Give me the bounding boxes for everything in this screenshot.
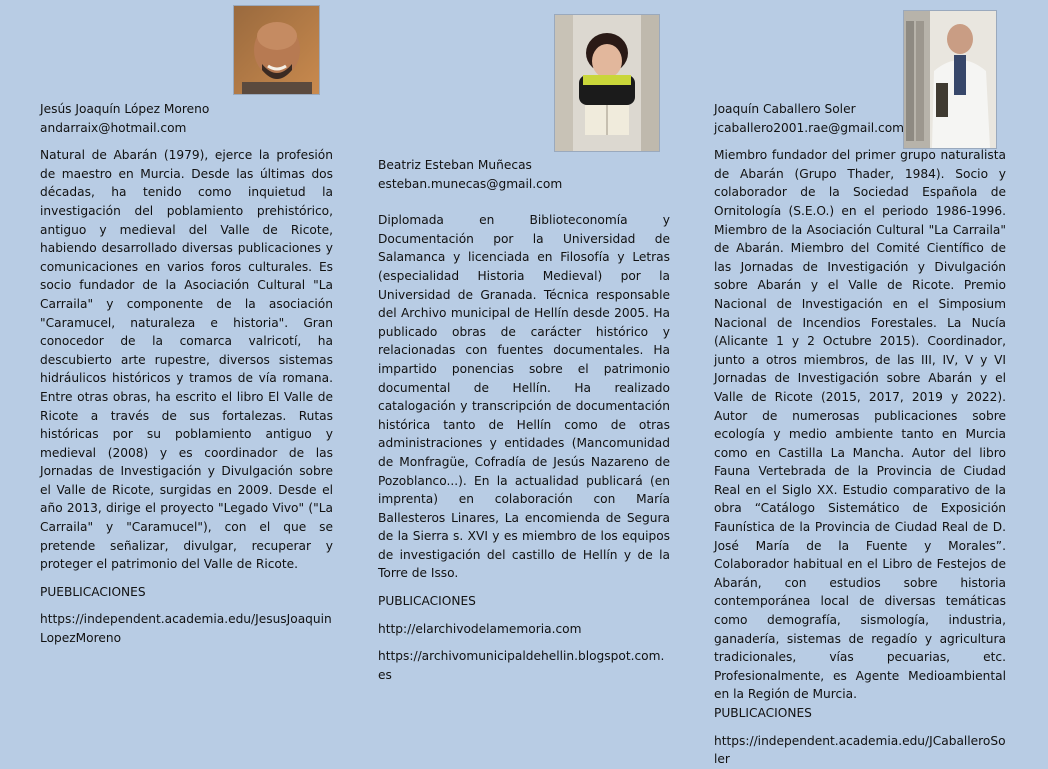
- author-3-email: jcaballero2001.rae@gmail.com: [714, 120, 905, 135]
- author-2-link-2[interactable]: https://archivomunicipaldehellin.blogspot.com.es: [378, 649, 665, 682]
- author-1-bio: Natural de Abarán (1979), ejerce la profesión de maestro en Murcia. Desde las últimas dos décadas, ha tenido como inquietud la investigación del poblamiento prehistórico, antiguo y medieval del Valle de Ricote, habiendo desarrollado diversas publicaciones y comunicaciones en varios foros culturales. Es socio fundador de la Asociación Cultural "La Carraila" y componente de la asociación "Caramucel, naturaleza e historia". Gran conocedor de la comarca valricotí, ha descubierto arte rupestre, diversos sistemas hidráulicos históricos y tramos de vía romana. Entre otras obras, ha escrito el libro El Valle de Ricote a través de sus fortalezas. Rutas históricas por su poblamiento antiguo y medieval (2008) y es coordinador de las Jornadas de Investigación y Divulgación sobre el Valle de Ricote, surgidas en 2009. Desde el año 2013, dirige el proyecto "Legado Vivo" ("La Carraila" y "Caramucel"), con el que se pretende señalizar, divulgar, recuperar y proteger el patrimonio del Valle de Ricote.: [40, 148, 333, 572]
- author-1-link-1[interactable]: https://independent.academia.edu/JesusJoaquinLopezMoreno: [40, 612, 332, 646]
- author-3-publications-heading: PUBLICACIONES: [714, 706, 812, 720]
- author-3-name: Joaquín Caballero Soler: [714, 102, 856, 116]
- author-1-email: andarraix@hotmail.com: [40, 120, 187, 135]
- portrait-photo-woman-with-book-icon: [555, 15, 659, 151]
- author-2-column: [378, 156, 670, 684]
- portrait-photo-man-bald-icon: [234, 6, 319, 94]
- author-3-bio: Miembro fundador del primer grupo naturalista de Abarán (Grupo Thader, 1984). Socio y colaborador de la Sociedad Española de Ornitología (S.E.O.) en el periodo 1986-1996. Miembro de la Asociación Cultural "La Carraila" de Abarán. Miembro del Comité Científico de las Jornadas de Investigación y Divulgación sobre Abarán y el Valle de Ricote. Premio Nacional de Investigación en el Simposium Nacional de Incendios Forestales. La Nucía (Alicante 1 y 2 Octubre 2015). Coordinador, junto a otros miembros, de las III, IV, V y VI Jornadas de Investigación sobre Abarán y el Valle de Ricote (2015, 2017, 2019 y 2022). Autor de numerosas publicaciones sobre ecología y medio ambiente tanto en Murcia como en Castilla La Mancha. Autor del libro Fauna Vertebrada de la Provincia de Ciudad Real en el Siglo XX. Estudio comparativo de la obra “Catálogo Sistemático de Exposición Faunística de la Provincia de Ciudad Real de D. José María de la Fuente y Morales”. Colaborador habitual en el Libro de Festejos de Abarán, con estudios sobre historia contemporánea local de diversas temáticas como demografía, sismología, industria, ganadería, sistemas de regadío y agricultura tradicionales, vías pecuarias, etc. Profesionalmente, es Agente Medioambiental en la Región de Murcia.: [714, 148, 1006, 702]
- author-1-photo: [233, 5, 320, 95]
- author-3-link-1[interactable]: https://independent.academia.edu/JCaballeroSoler: [714, 733, 1006, 767]
- author-2-publications-heading: PUBLICACIONES: [378, 594, 476, 609]
- author-3-column: [714, 100, 1006, 769]
- author-2-photo: [554, 14, 660, 152]
- author-1-publications-heading: PUEBLICACIONES: [40, 584, 146, 599]
- author-2-email: esteban.munecas@gmail.com: [378, 176, 563, 191]
- author-1-name: Jesús Joaquín López Moreno: [40, 102, 210, 116]
- author-2-bio: Diplomada en Biblioteconomía y Documentación por la Universidad de Salamanca y licenciada en Filosofía y Letras (especialidad Historia Medieval) por la Universidad de Granada. Técnica responsable del Archivo municipal de Hellín desde 2005. Ha publicado obras de carácter histórico y relacionadas con fuentes documentales. Ha impartido ponencias sobre el patrimonio documental de Hellín. Ha realizado catalogación y transcripción de documentación histórica tanto de Hellín como de otras administraciones y entidades (Mancomunidad de Monfragüe, Cofradía de Jesús Nazareno de Pozoblanco...). En la actualidad publicará (en imprenta) en colaboración con María Ballesteros Linares, La encomienda de Segura de la Sierra s. XVI y es miembro de los equipos de investigación del castillo de Hellín y de la Torre de Isso.: [378, 213, 670, 581]
- author-2-name: Beatriz Esteban Muñecas: [378, 158, 532, 172]
- author-2-link-1[interactable]: http://elarchivodelamemoria.com: [378, 621, 582, 636]
- author-1-column: [40, 100, 333, 648]
